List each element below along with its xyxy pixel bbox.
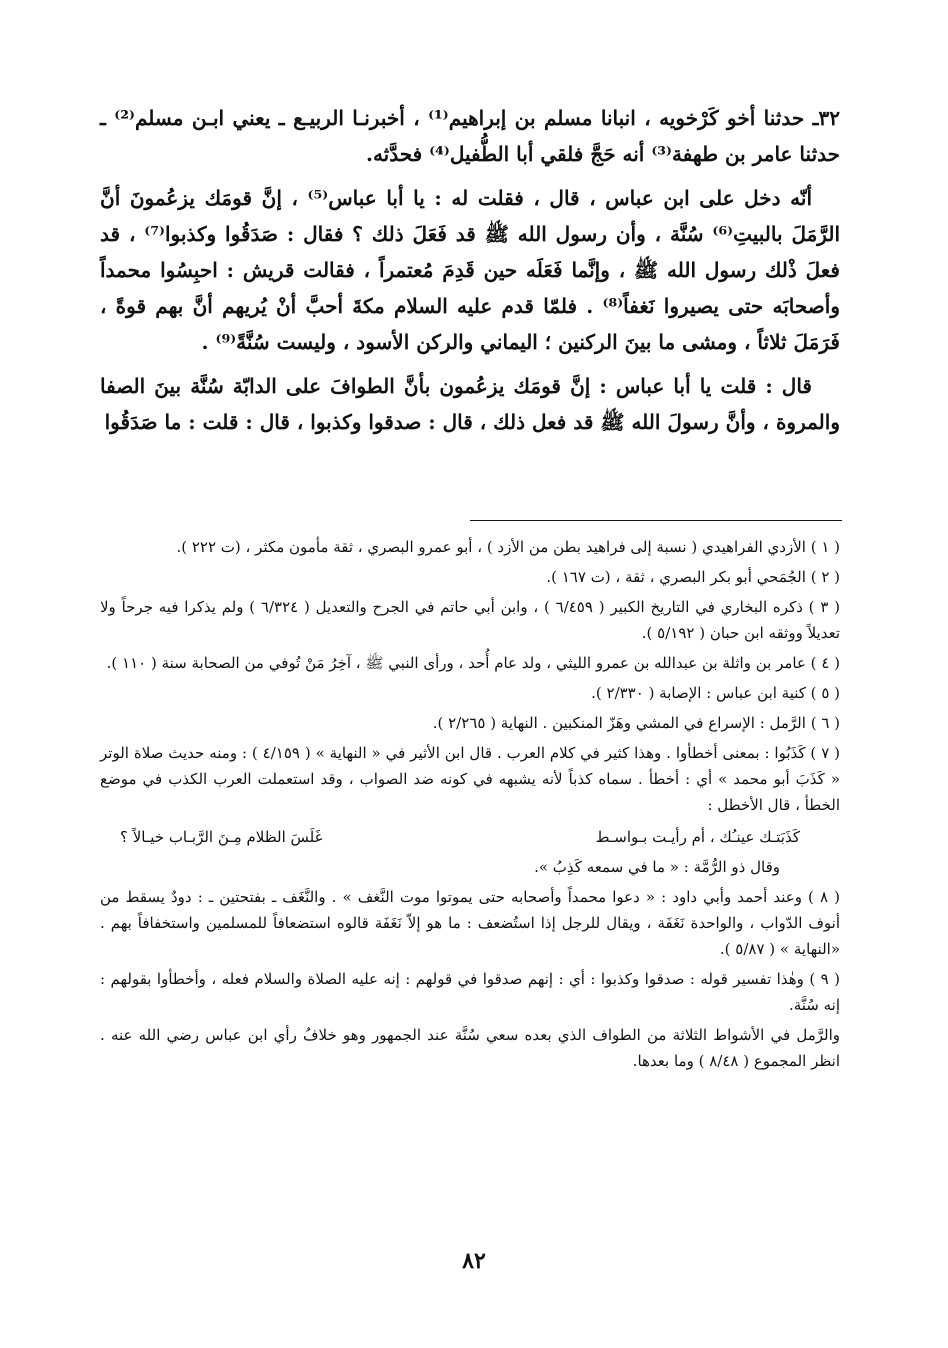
footnote-3: ( ٣ ) ذكره البخاري في التاريخ الكبير ( ٦/٤٥٩ ) ، وابن أبي حاتم في الجرح والتعديل ( ٦/٣٢٤ ) ولم يذكرا فيه جرحاً ولا تعديلاً ووثقه ابن حبان ( ٥/١٩٢ ). (100, 598, 841, 642)
footnote-1: ( ١ ) الأزدي الفراهيدي ( نسبة إلى فراهيد بطن من الأزد ) ، أبو عمرو البصري ، ثقة مأمون مكثر ، (ت ٢٢٢ ). (176, 538, 840, 556)
hadith-paragraph-2: أنّه دخل على ابن عباس ، قال ، فقلت له : يا أبا عباس⁽⁵⁾ ، إنَّ قومَك يزعُمونَ أنَّ الرَّمَلَ بالبيتِ⁽⁶⁾ سُنَّة ، وأن رسول الله ﷺ قد فَعَلَ ذلك ؟ فقال : صَدَقُوا وكذبوا⁽⁷⁾ ، قد فعلَ ذْلك رسول الله ﷺ ، وإنَّما فَعَلَه حين قَدِمَ مُعتمراً ، فقالت قريش : احبِسُوا محمداً وأصحابَه حتى يصيروا نَغفاً⁽⁸⁾ . فلمّا قدم عليه السلام مكةَ أحبَّ أنْ يُريهم أنَّ بهم قوةً ، فَرَمَلَ ثلاثاً ، ومشى ما بينَ الركنين ؛ اليماني والركن الأسود ، وليست سُنَّةً⁽⁹⁾ . (100, 186, 841, 354)
footnote-4: ( ٤ ) عامر بن واثلة بن عبدالله بن عمرو الليثي ، ولد عام أُحد ، ورأى النبي ﷺ ، آخِرُ مَنْ تُوفي من الصحابة سنة ( ١١٠ ). (106, 654, 840, 672)
footnote-6: ( ٦ ) الرَّمل : الإسراع في المشي وهَزّ المنكبين . النهاية ( ٢/٢٦٥ ). (432, 714, 840, 732)
main-text (100, 100, 840, 448)
footnote-9-continued: والرَّمل في الأشواط الثلاثة من الطواف الذي بعده سعي سُنَّة عند الجمهور وهو خلافُ رأي ابن عباس رضي الله عنه . انظر المجموع ( ٨/٤٨ ) وما بعدها. (100, 1026, 840, 1070)
page-number: ٨٢ (462, 1248, 486, 1274)
verse-attribution: وقال ذو الرُّمَّة : « ما في سمعه كَذِبُ ». (534, 858, 780, 876)
footnote-5: ( ٥ ) كنية ابن عباس : الإصابة ( ٢/٣٣٠ ). (591, 684, 840, 702)
footnote-8: ( ٨ ) وعند أحمد وأبي داود : « دعوا محمداً وأصحابه حتى يموتوا موت النَّغف » . والنَّغَف ـ بفتحتين ـ : دودٌ يسقط من أنوف الدّواب ، والواحدة نَغَفَة ، ويقال للرجل إذا استُضعف : ما هو إلاّ نَغَفَة قالوه استضعافاً للمسلمين واستخفافاً بهم . «النهاية » ( ٥/٨٧ ). (100, 888, 840, 958)
verse-first-hemistich: كَذَبَتـك عينـُك ، أم رأيـت بـواسـط (595, 828, 800, 846)
hadith-paragraph-3: قال : قلت يا أبا عباس : إنَّ قومَك يزعُمون بأنَّ الطوافَ على الدابّة سُنَّة بينَ الصفا والمروة ، وأنَّ رسولَ الله ﷺ قد فعل ذلك ، قال : صدقوا وكذبوا ، قال : قلت : ما صَدَقُوا (100, 374, 840, 434)
verse-second-hemistich: غَلَسَ الظلام مِـنَ الرَّبـاب خيـالاً ؟ (120, 828, 323, 846)
footnote-7: ( ٧ ) كَذَبُوا : بمعنى أخطأوا . وهذا كثير في كلام العرب . قال ابن الأثير في « النهاية » ( ٤/١٥٩ ) : ومنه حديث صلاة الوتر « كَذَبَ أبو محمد » أي : أخطأ . سماه كذباً لأنه يشبهه في كونه ضد الصواب ، وقد استعملت العرب الكذب في موضع الخطأ ، قال الأخطل : (100, 744, 840, 814)
footnote-9: ( ٩ ) وهٰذا تفسير قوله : صدقوا وكذبوا : أي : إنهم صدقوا في قولهم : إنه عليه الصلاة والسلام فعله ، وأخطأوا بقولهم : إنه سُنَّة. (100, 970, 840, 1014)
hadith-paragraph-1: ٣٢ـ حدثنا أخو كَرْخويه ، انبانا مسلم بن إبراهيم⁽¹⁾ ، أخبرنـا الربيـع ـ يعني ابـن مسلم⁽²⁾ ـ حدثنا عامر بن طهفة⁽³⁾ أنه حَجَّ فلقي أبا الطُّفيل⁽⁴⁾ فحدَّثه. (100, 106, 840, 166)
footnote-2: ( ٢ ) الجُمَحي أبو بكر البصري ، ثقة ، (ت ١٦٧ ). (546, 568, 840, 586)
poetry-verse (100, 824, 840, 850)
footnote-separator (470, 520, 842, 521)
footnotes (100, 534, 840, 1078)
